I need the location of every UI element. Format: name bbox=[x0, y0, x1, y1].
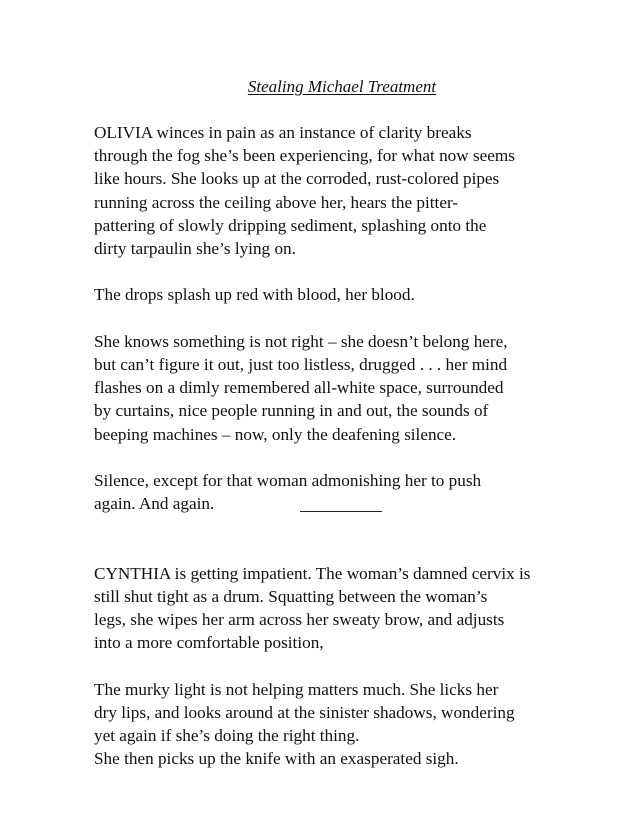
text-line: beeping machines – now, only the deafening silence. bbox=[94, 424, 457, 444]
text-line: OLIVIA winces in pain as an instance of clarity breaks bbox=[94, 123, 472, 142]
text-line: by curtains, nice people running in and out, the sounds of bbox=[94, 401, 489, 421]
text-line: again. And again. bbox=[94, 494, 215, 514]
text-line: dry lips, and looks around at the sinister shadows, wondering bbox=[94, 702, 515, 722]
scene-break-rule bbox=[300, 511, 382, 512]
text-line: flashes on a dimly remembered all-white space, surrounded bbox=[94, 378, 504, 398]
text-line: yet again if she’s doing the right thing. bbox=[94, 726, 360, 746]
text-line: pattering of slowly dripping sediment, splashing onto the bbox=[94, 215, 487, 235]
paragraph-cynthia-intro bbox=[94, 562, 594, 655]
text-line: running across the ceiling above her, hears the pitter- bbox=[94, 192, 459, 212]
paragraph-silence bbox=[94, 469, 594, 515]
text-line: She then picks up the knife with an exasperated sigh. bbox=[94, 749, 459, 769]
text-line: legs, she wipes her arm across her sweaty brow, and adjusts bbox=[94, 610, 505, 630]
text-line: like hours. She looks up at the corroded, rust-colored pipes bbox=[94, 169, 500, 189]
text-line: but can’t figure it out, just too listless, drugged . . . her mind bbox=[94, 355, 508, 374]
text-line: She knows something is not right – she doesn’t belong here, bbox=[94, 331, 508, 351]
text-line: The drops splash up red with blood, her blood. bbox=[94, 285, 415, 305]
text-line: into a more comfortable position, bbox=[94, 633, 324, 653]
text-line: Silence, except for that woman admonishing her to push bbox=[94, 471, 482, 490]
document-body bbox=[94, 121, 594, 771]
text-line: CYNTHIA is getting impatient. The woman’s damned cervix is bbox=[94, 563, 531, 583]
scene-break bbox=[94, 515, 594, 538]
text-line: The murky light is not helping matters much. She licks her bbox=[94, 679, 499, 699]
paragraph-something-not-right bbox=[94, 330, 594, 446]
paragraph-murky-light bbox=[94, 678, 594, 771]
text-line: through the fog she’s been experiencing, for what now seems bbox=[94, 146, 515, 166]
paragraph-blood bbox=[94, 283, 594, 306]
paragraph-olivia-intro bbox=[94, 121, 594, 260]
text-line: dirty tarpaulin she’s lying on. bbox=[94, 239, 296, 259]
document-title: Stealing Michael Treatment bbox=[247, 77, 437, 96]
text-line: still shut tight as a drum. Squatting between the woman’s bbox=[94, 586, 488, 606]
